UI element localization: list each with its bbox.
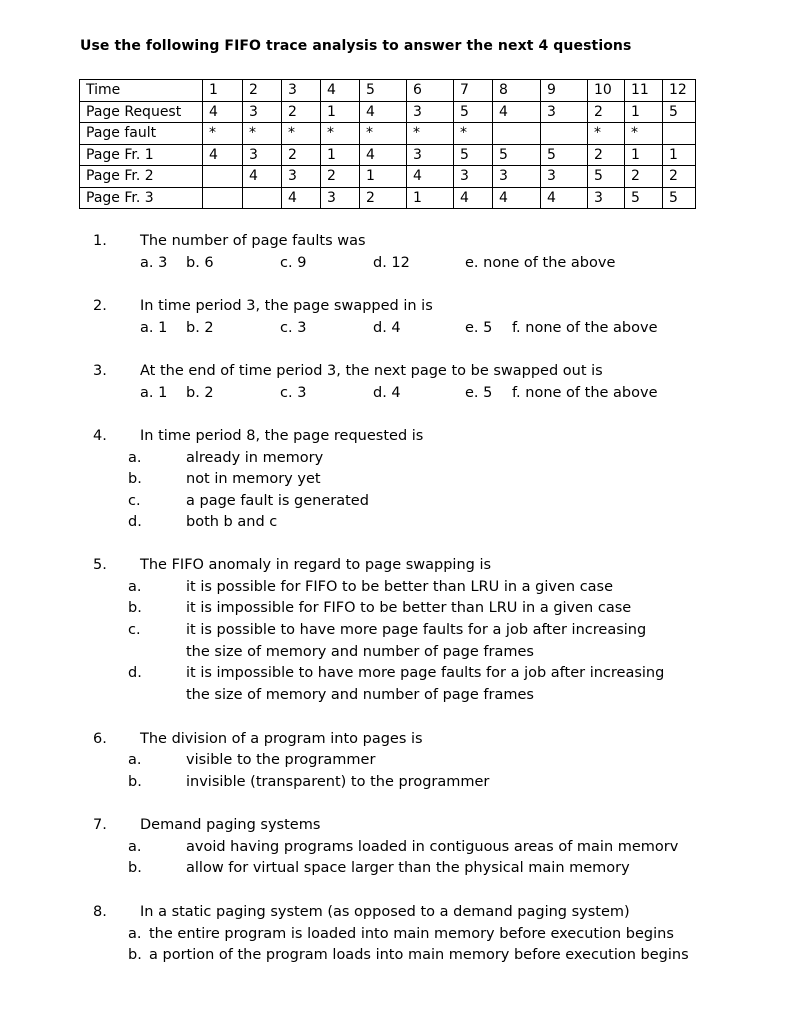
table-cell: 5 (493, 144, 541, 166)
q4-option-a-text: already in memory (186, 450, 324, 466)
table-cell: 8 (493, 80, 541, 102)
table-cell: 4 (493, 101, 541, 123)
table-cell: 2 (625, 166, 663, 188)
q5-option-c-text: it is possible to have more page faults for a job after increasing (186, 622, 647, 638)
row-label: Page Request (80, 101, 203, 123)
table-cell: 12 (663, 80, 696, 102)
question-5-number: 5. (93, 557, 107, 573)
q1-option-a: a. 3 (140, 255, 168, 271)
question-3-number: 3. (93, 363, 107, 379)
row-label: Time (80, 80, 203, 102)
question-7-stem: Demand paging systems (140, 817, 321, 833)
q5-option-c-letter: c. (128, 622, 141, 638)
q5-option-a-text: it is possible for FIFO to be better than LRU in a given case (186, 579, 614, 595)
table-cell: 4 (541, 187, 588, 209)
table-row (80, 123, 696, 145)
q1-option-c: c. 9 (280, 255, 307, 271)
question-4-stem: In time period 8, the page requested is (140, 428, 424, 444)
table-cell: * (243, 123, 282, 145)
q2-option-f: f. none of the above (512, 320, 658, 336)
q6-option-a-text: visible to the programmer (186, 752, 376, 768)
q7-option-a-letter: a. (128, 839, 142, 855)
table-cell (493, 123, 541, 145)
table-cell: 1 (625, 144, 663, 166)
table-cell: 2 (663, 166, 696, 188)
q5-option-b-letter: b. (128, 600, 142, 616)
q6-option-b-letter: b. (128, 774, 142, 790)
table-cell: 4 (203, 144, 243, 166)
q5-option-c-text-cont: the size of memory and number of page frames (186, 644, 534, 660)
table-cell: 1 (360, 166, 407, 188)
table-cell: 2 (243, 80, 282, 102)
table-cell: 1 (321, 101, 360, 123)
q3-option-d: d. 4 (373, 385, 401, 401)
q6-option-b-text: invisible (transparent) to the programmer (186, 774, 490, 790)
q3-option-f: f. none of the above (512, 385, 658, 401)
q3-option-c: c. 3 (280, 385, 307, 401)
q2-option-c: c. 3 (280, 320, 307, 336)
table-cell: 3 (282, 80, 321, 102)
q3-option-b: b. 2 (186, 385, 214, 401)
q7-option-a-text: avoid having programs loaded in contiguous areas of main memorv (186, 839, 679, 855)
question-2-number: 2. (93, 298, 107, 314)
table-cell: 9 (541, 80, 588, 102)
table-row (80, 101, 696, 123)
q2-option-a: a. 1 (140, 320, 168, 336)
q2-option-d: d. 4 (373, 320, 401, 336)
table-cell: 3 (321, 187, 360, 209)
table-cell: 3 (541, 101, 588, 123)
table-cell: 2 (588, 144, 625, 166)
q8-option-a-letter: a. (128, 926, 142, 942)
table-cell: 3 (454, 166, 493, 188)
table-cell (203, 187, 243, 209)
table-cell: * (625, 123, 663, 145)
q8-option-b-letter: b. (128, 947, 142, 963)
table-cell: 5 (663, 187, 696, 209)
table-row (80, 144, 696, 166)
q5-option-d-letter: d. (128, 665, 142, 681)
q2-option-b: b. 2 (186, 320, 214, 336)
question-6-number: 6. (93, 731, 107, 747)
q7-option-b-text: allow for virtual space larger than the physical main memory (186, 860, 630, 876)
q5-option-b-text: it is impossible for FIFO to be better than LRU in a given case (186, 600, 632, 616)
table-cell: 10 (588, 80, 625, 102)
fifo-trace-table (79, 79, 696, 209)
question-8-number: 8. (93, 904, 107, 920)
q3-option-a: a. 1 (140, 385, 168, 401)
table-cell: * (407, 123, 454, 145)
table-cell: 1 (407, 187, 454, 209)
q1-option-b: b. 6 (186, 255, 214, 271)
table-cell: 11 (625, 80, 663, 102)
page-heading: Use the following FIFO trace analysis to answer the next 4 questions (80, 38, 632, 54)
q8-option-a-text: the entire program is loaded into main memory before execution begins (149, 926, 674, 942)
table-cell: 4 (454, 187, 493, 209)
q4-option-a-letter: a. (128, 450, 142, 466)
table-cell: 3 (407, 101, 454, 123)
table-cell (663, 123, 696, 145)
table-cell: 3 (493, 166, 541, 188)
table-cell: 3 (243, 144, 282, 166)
question-7-number: 7. (93, 817, 107, 833)
table-row (80, 166, 696, 188)
table-cell: 4 (203, 101, 243, 123)
table-cell: 2 (321, 166, 360, 188)
table-cell: 2 (588, 101, 625, 123)
q8-option-b-text: a portion of the program loads into main memory before execution begins (149, 947, 689, 963)
table-cell: 2 (282, 101, 321, 123)
table-cell: * (588, 123, 625, 145)
table-row (80, 80, 696, 102)
table-cell: 3 (243, 101, 282, 123)
table-cell: 5 (360, 80, 407, 102)
table-cell: 3 (541, 166, 588, 188)
table-cell: 4 (360, 144, 407, 166)
table-cell: 4 (282, 187, 321, 209)
q4-option-c-letter: c. (128, 493, 141, 509)
row-label: Page Fr. 1 (80, 144, 203, 166)
table-cell: 5 (454, 144, 493, 166)
table-cell: 5 (625, 187, 663, 209)
table-cell: 4 (360, 101, 407, 123)
table-cell: 1 (321, 144, 360, 166)
table-cell: * (454, 123, 493, 145)
question-8-stem: In a static paging system (as opposed to a demand paging system) (140, 904, 630, 920)
table-cell: 5 (541, 144, 588, 166)
q7-option-b-letter: b. (128, 860, 142, 876)
table-cell: 6 (407, 80, 454, 102)
question-2-stem: In time period 3, the page swapped in is (140, 298, 433, 314)
question-3-stem: At the end of time period 3, the next page to be swapped out is (140, 363, 603, 379)
table-cell: * (203, 123, 243, 145)
q5-option-d-text-cont: the size of memory and number of page frames (186, 687, 534, 703)
table-cell: * (282, 123, 321, 145)
table-cell: 4 (493, 187, 541, 209)
question-4-number: 4. (93, 428, 107, 444)
table-cell (541, 123, 588, 145)
q5-option-a-letter: a. (128, 579, 142, 595)
table-cell: 5 (454, 101, 493, 123)
table-row (80, 187, 696, 209)
table-cell: 4 (407, 166, 454, 188)
table-cell (243, 187, 282, 209)
table-cell: * (321, 123, 360, 145)
table-cell: * (360, 123, 407, 145)
q4-option-b-letter: b. (128, 471, 142, 487)
table-cell: 1 (203, 80, 243, 102)
table-cell: 7 (454, 80, 493, 102)
row-label: Page fault (80, 123, 203, 145)
table-cell: 2 (282, 144, 321, 166)
q5-option-d-text: it is impossible to have more page faults for a job after increasing (186, 665, 665, 681)
question-1-number: 1. (93, 233, 107, 249)
q3-option-e: e. 5 (465, 385, 493, 401)
table-cell: 3 (407, 144, 454, 166)
q4-option-b-text: not in memory yet (186, 471, 321, 487)
question-1-stem: The number of page faults was (140, 233, 366, 249)
q6-option-a-letter: a. (128, 752, 142, 768)
table-cell: 3 (282, 166, 321, 188)
question-6-stem: The division of a program into pages is (140, 731, 423, 747)
table-cell: 4 (243, 166, 282, 188)
table-cell: 4 (321, 80, 360, 102)
row-label: Page Fr. 2 (80, 166, 203, 188)
q1-option-d: d. 12 (373, 255, 410, 271)
q4-option-c-text: a page fault is generated (186, 493, 369, 509)
table-cell: 2 (360, 187, 407, 209)
question-5-stem: The FIFO anomaly in regard to page swapping is (140, 557, 492, 573)
q2-option-e: e. 5 (465, 320, 493, 336)
q1-option-e: e. none of the above (465, 255, 616, 271)
row-label: Page Fr. 3 (80, 187, 203, 209)
table-cell: 5 (663, 101, 696, 123)
q4-option-d-text: both b and c (186, 514, 278, 530)
q4-option-d-letter: d. (128, 514, 142, 530)
table-cell: 1 (625, 101, 663, 123)
table-cell (203, 166, 243, 188)
table-cell: 5 (588, 166, 625, 188)
table-cell: 1 (663, 144, 696, 166)
table-cell: 3 (588, 187, 625, 209)
